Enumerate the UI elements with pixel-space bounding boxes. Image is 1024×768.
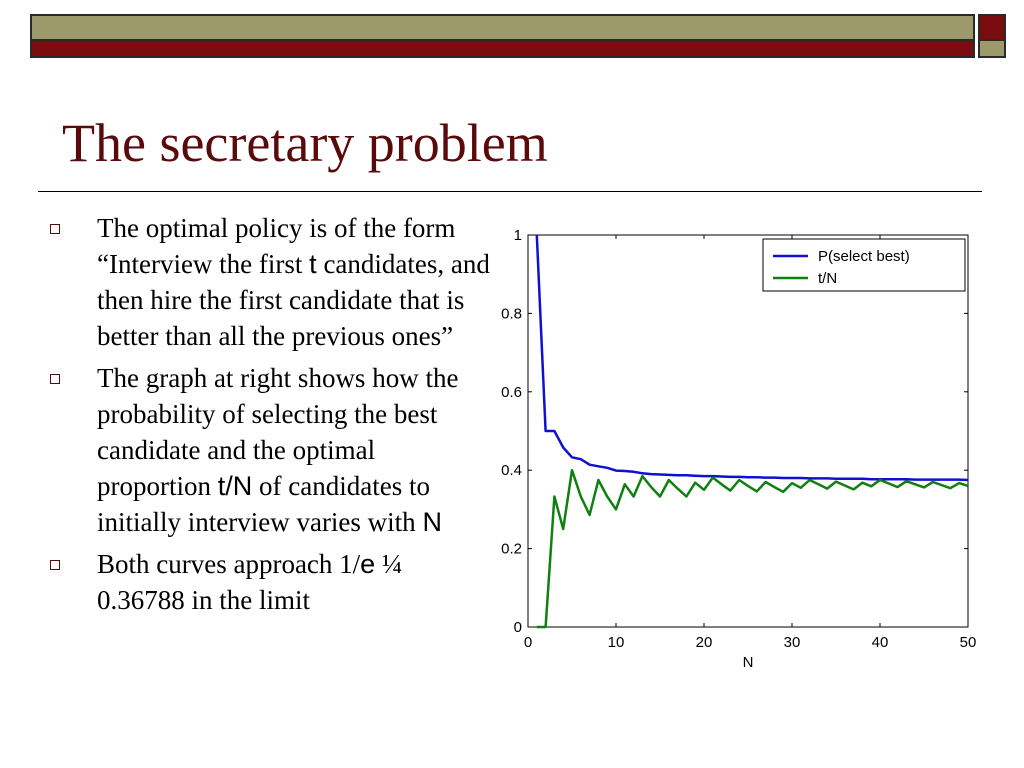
y-tick-label: 1 [513,227,522,244]
bullet-text: of candidates to initially interview varies with [97,471,430,537]
y-tick-label: 0.8 [501,305,522,323]
x-axis-label: N [742,654,754,671]
banner-red-band [30,41,975,58]
bullet-text: t [309,249,317,279]
bullet-text: t/N [217,471,253,501]
bullet-text: The optimal policy is of the form “Interview the first [97,213,456,279]
x-tick-label: 30 [783,634,801,651]
banner-red-square [978,14,1006,41]
bullet-item [42,360,492,540]
x-tick-label: 10 [607,634,625,651]
bullet-item [42,210,492,354]
y-tick-label: 0 [513,619,522,636]
slide-title: The secretary problem [62,113,548,173]
y-tick-label: 0.2 [501,540,522,558]
y-tick-label: 0.4 [501,462,522,480]
bullet-item [42,546,492,618]
legend-label: t/N [818,270,838,287]
y-tick-label: 0.6 [501,383,522,401]
banner-olive-band [30,14,975,41]
bullet-square-icon [50,560,60,570]
bullet-text: e [360,549,376,579]
legend-label: P(select best) [818,248,910,265]
banner-olive-square [978,41,1006,58]
title-underline [38,191,982,192]
bullet-square-icon [50,374,60,384]
x-tick-label: 40 [871,634,889,651]
bullet-text: N [422,507,442,537]
bullet-list [42,210,492,624]
line-chart [478,222,988,682]
x-tick-label: 50 [959,634,977,651]
bullet-text: ¼ 0.36788 in the limit [97,549,403,615]
x-tick-label: 0 [523,634,533,651]
x-tick-label: 20 [695,634,713,651]
bullet-text: Both curves approach 1/ [97,549,361,579]
bullet-text: The graph at right shows how the probability of selecting the best candidate and the optimal proportion [97,363,459,501]
bullet-square-icon [50,224,60,234]
bullet-text: candidates, and then hire the first candidate that is better than all the previous ones” [97,249,490,351]
top-banner [30,14,1006,60]
plot-frame [528,235,968,627]
legend-box [763,239,965,291]
